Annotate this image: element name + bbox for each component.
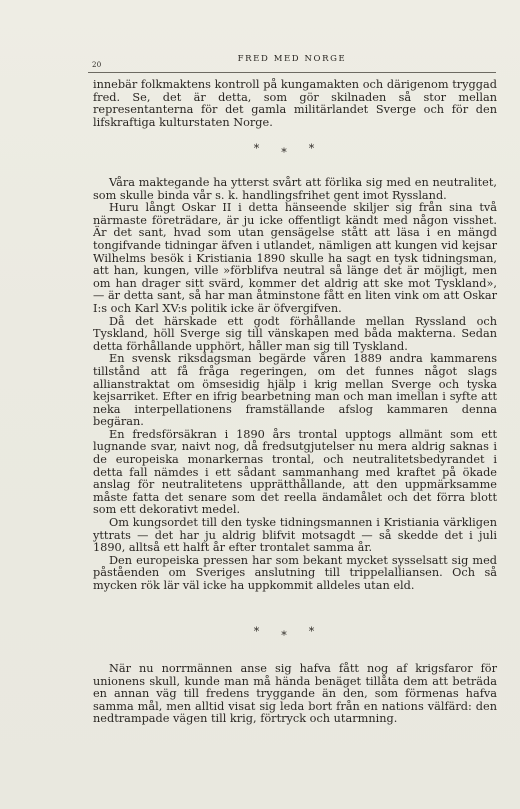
- text-block-top: [93, 79, 497, 129]
- text-block-middle: [93, 177, 497, 593]
- paragraph: En svensk riksdagsman begärde våren 1889 andra kammarens tillstånd att få fråga regeringen, om det funnes något slags allianstraktat om ömsesidig hjälp i krig mellan Sverge och tyska kejsarriket. Efter en ifrig bearbetning man och man imellan i syfte att neka interpellationens framställande afslog kammaren denna begäran.: [93, 352, 497, 429]
- paragraph: När nu norrmännen anse sig hafva fått nog af krigsfaror för unionens skull, kunde man må hända benäget tillåta dem att beträda en annan väg till fredens tryggande än den, som förmenas hafva samma mål, men alltid visat sig leda bort från en nations välfärd: den nedtrampade vägen till krig, förtryck och utarmning.: [93, 662, 497, 726]
- paragraph: Våra maktegande ha ytterst svårt att förlika sig med en neutralitet, som skulle binda vår s. k. handlingsfrihet gent imot Ryssland.: [93, 176, 497, 202]
- separator-star: *: [253, 142, 282, 155]
- separator-star: *: [281, 146, 309, 159]
- separator-star: *: [308, 625, 337, 638]
- paragraph: En fredsförsäkran i 1890 års trontal upptogs allmänt som ett lugnande svar, naivt nog, då fredsutgjutelser nu mera aldrig saknas i de europeiska monarkernas trontal, och neutralitetsbedyrandet i detta fall nämdes i ett sådant sammanhang med kraftet på ökade anslag för neutralitetens upprätthållande, att den uppmärksamme måste fatta det senare som det reella ändamålet och det förra blott som ett dekorativt medel.: [93, 427, 497, 517]
- paragraph: Om kungsordet till den tyske tidningsmannen i Kristiania värkligen yttrats — det har ju aldrig blifvit motsagdt — så skedde det i juli 1890, alltså ett halft år efter trontalet samma år.: [93, 516, 497, 555]
- running-title: FRED MED NORGE: [237, 54, 347, 64]
- separator-star: *: [281, 629, 309, 642]
- paragraph: Den europeiska pressen har som bekant mycket sysselsatt sig med påståenden om Sveriges anslutning till trippelalliansen. Och så mycken rök lär väl icke ha uppkommit alldeles utan eld.: [93, 553, 497, 592]
- paragraph: Då det härskade ett godt förhållande mellan Ryssland och Tyskland, höll Sverge sig till vänskapen med båda makterna. Sedan detta förhållande upphört, håller man sig till Tyskland.: [93, 314, 497, 353]
- section-separator: [93, 142, 497, 159]
- paragraph: innebär folkmaktens kontroll på kungamakten och därigenom tryggad fred. Se, det är detta, som gör skilnaden så stor mellan representanterna för det gamla militärlandet Sverge och för den lifskraftiga kulturstaten Norge.: [93, 78, 497, 129]
- page-header: [88, 52, 496, 73]
- separator-star: *: [308, 142, 337, 155]
- text-block-bottom: [93, 663, 497, 726]
- page-number: 20: [92, 61, 102, 69]
- separator-star: *: [253, 625, 282, 638]
- paragraph: Huru långt Oskar II i detta hänseende skiljer sig från sina två närmaste företrädare, är ju icke offentligt kändt med någon visshet. Är det sant, hvad som utan gensägelse stått att läsa i en mängd tongifvande tidningar äfven i utlandet, nämligen att kungen vid kejsar Wilhelms besök i Kristiania 1890 skulle ha sagt en tysk tidningsman, att han, kungen, ville »förblifva neutral så länge det är möjligt, men om han drager sitt svärd, kommer det aldrig att ske mot Tyskland», — är detta sant, så har man åtminstone fått en liten vink om att Oskar I:s och Karl XV:s politik icke är öfvergifven.: [93, 201, 497, 315]
- section-separator: [93, 625, 497, 642]
